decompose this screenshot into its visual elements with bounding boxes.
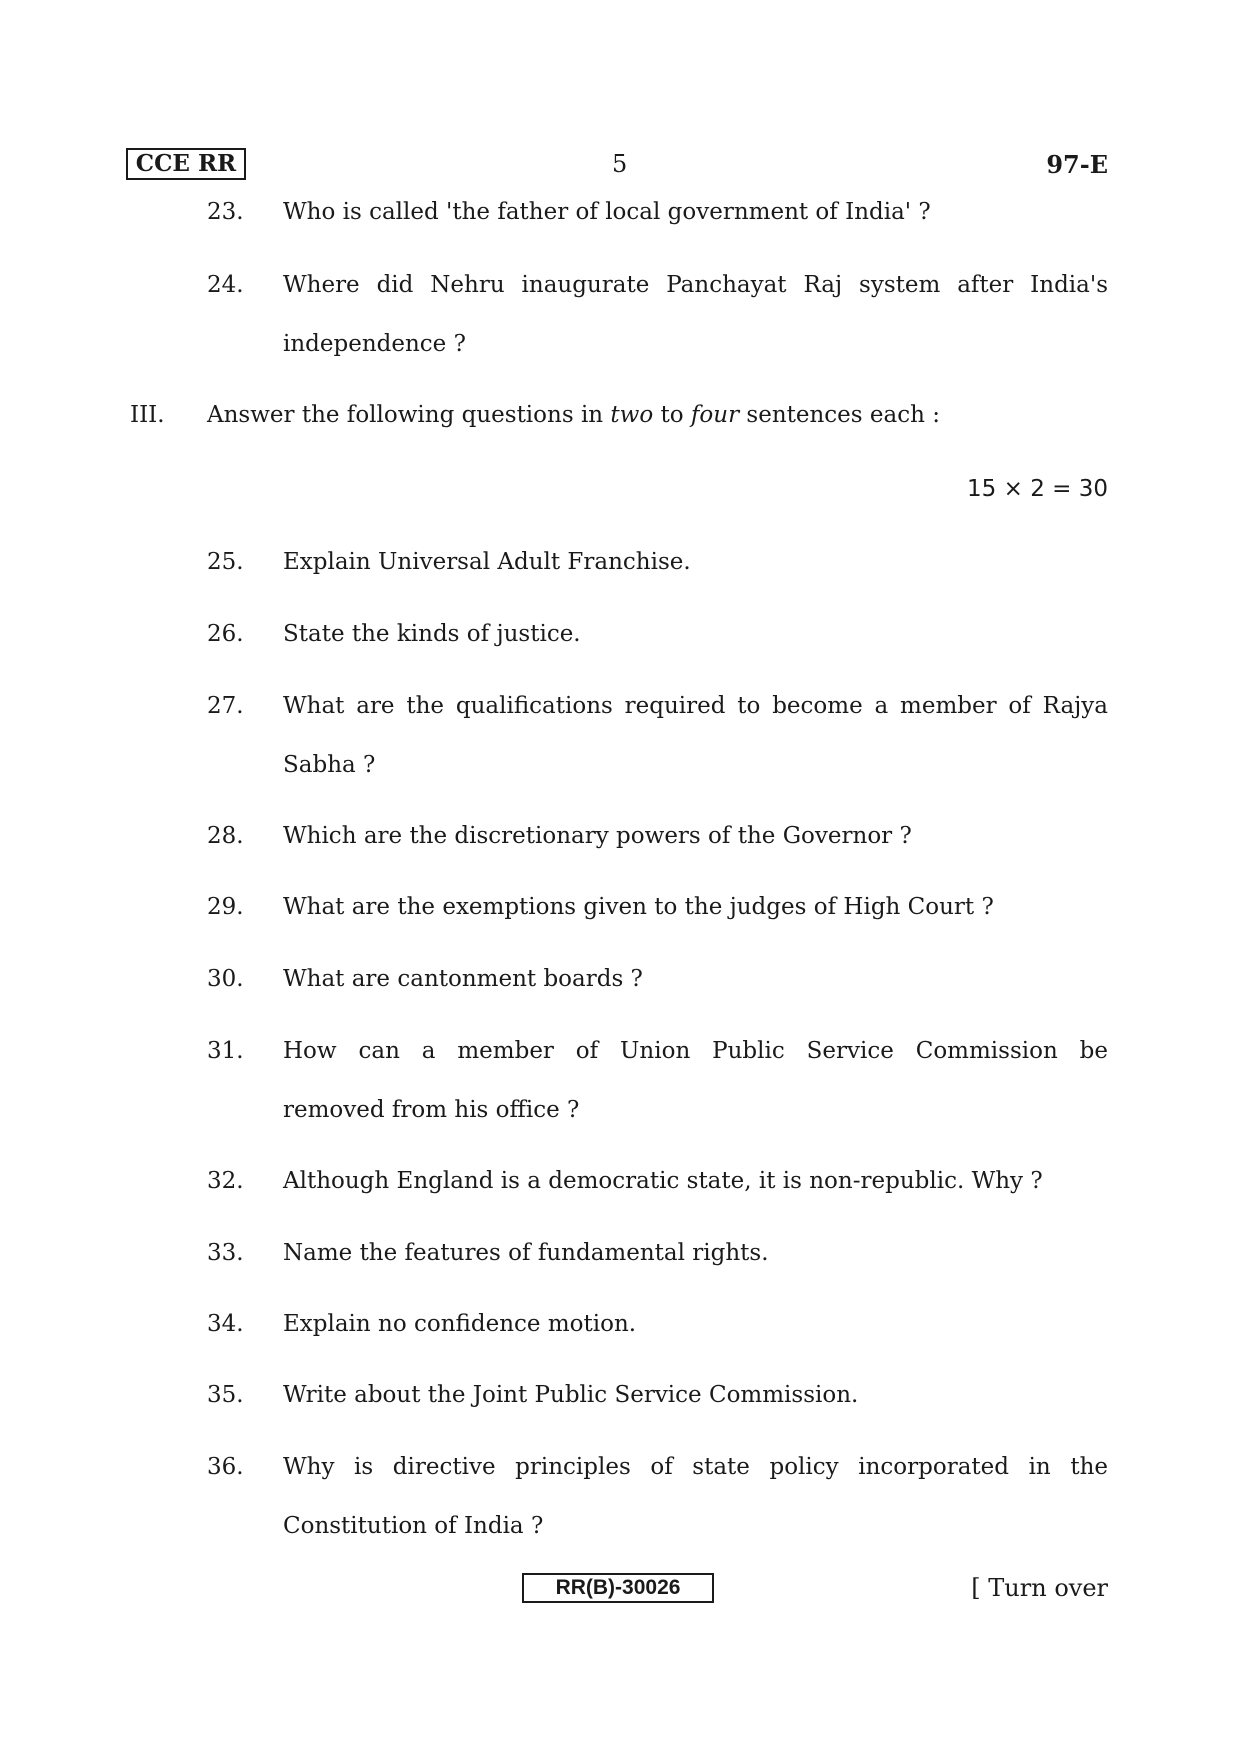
section-number: III. xyxy=(130,402,165,428)
section-instruction: Answer the following questions in two to four sentences each : xyxy=(207,402,940,428)
question-text-line2: independence ? xyxy=(283,331,466,357)
question-text-line1: How can a member of Union Public Service Commission be xyxy=(283,1038,1108,1064)
question-number: 30. xyxy=(207,966,244,992)
question-text: Explain no confidence motion. xyxy=(283,1311,637,1337)
turn-over-note: [ Turn over xyxy=(971,1574,1108,1602)
question-number: 24. xyxy=(207,272,244,298)
question-text-line2: Constitution of India ? xyxy=(283,1513,544,1539)
question-text-line1: Where did Nehru inaugurate Panchayat Raj system after India's xyxy=(283,272,1108,298)
paper-code-box: CCE RR xyxy=(126,148,246,180)
subject-code: 97-E xyxy=(1046,150,1108,179)
question-number: 31. xyxy=(207,1038,244,1064)
footer-code-box: RR(B)-30026 xyxy=(522,1573,714,1603)
question-text: Write about the Joint Public Service Commission. xyxy=(283,1382,859,1408)
question-number: 26. xyxy=(207,621,244,647)
question-text: State the kinds of justice. xyxy=(283,621,581,647)
question-number: 35. xyxy=(207,1382,244,1408)
question-text-line2: removed from his office ? xyxy=(283,1097,580,1123)
question-number: 29. xyxy=(207,894,244,920)
question-text: Explain Universal Adult Franchise. xyxy=(283,549,691,575)
question-number: 27. xyxy=(207,693,244,719)
question-text: Which are the discretionary powers of the Governor ? xyxy=(283,823,912,849)
section-marks: 15 × 2 = 30 xyxy=(967,476,1108,502)
question-text: What are the exemptions given to the judges of High Court ? xyxy=(283,894,994,920)
question-text-line1: Why is directive principles of state policy incorporated in the xyxy=(283,1454,1108,1480)
question-text: Name the features of fundamental rights. xyxy=(283,1240,769,1266)
question-text: What are cantonment boards ? xyxy=(283,966,643,992)
question-number: 34. xyxy=(207,1311,244,1337)
question-number: 25. xyxy=(207,549,244,575)
question-number: 28. xyxy=(207,823,244,849)
question-number: 23. xyxy=(207,199,244,225)
question-text: Who is called 'the father of local government of India' ? xyxy=(283,199,931,225)
question-text-line1: What are the qualifications required to become a member of Rajya xyxy=(283,693,1108,719)
question-number: 32. xyxy=(207,1168,244,1194)
question-text: Although England is a democratic state, it is non-republic. Why ? xyxy=(283,1168,1043,1194)
question-text-line2: Sabha ? xyxy=(283,752,376,778)
question-number: 33. xyxy=(207,1240,244,1266)
question-number: 36. xyxy=(207,1454,244,1480)
page-number: 5 xyxy=(612,150,628,178)
